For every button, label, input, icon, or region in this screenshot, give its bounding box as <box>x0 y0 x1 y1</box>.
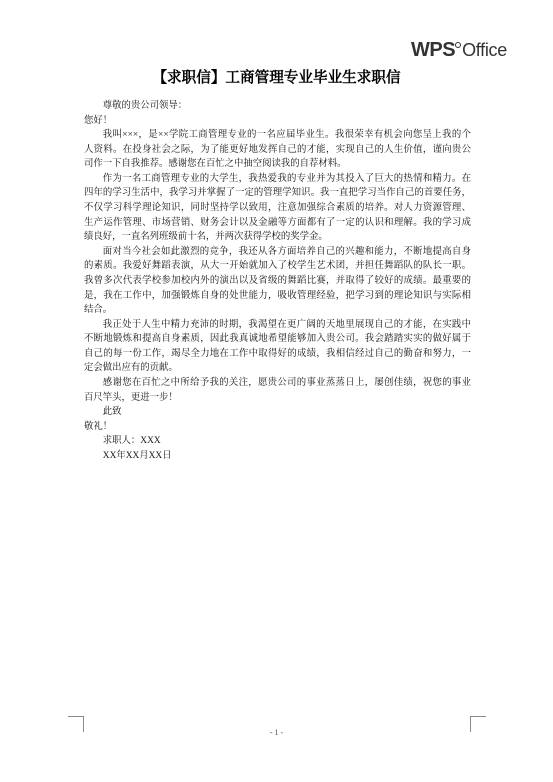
body-paragraph-3 <box>84 245 471 318</box>
logo-brand-text: WPS <box>411 39 456 61</box>
paragraph-line: 绩良好，一直名列班级前十名，并两次获得学校的奖学金。 <box>84 232 328 243</box>
paragraph-line: 感谢您在百忙之中所给予我的关注，愿贵公司的事业蒸蒸日上，屡创佳绩，祝您的事业 <box>102 377 471 388</box>
document-title: 【求职信】工商管理专业毕业生求职信 <box>152 70 401 86</box>
paragraph-line: 自己的每一份工作，竭尽全力地在工作中取得好的成绩，我相信经过自己的勤奋和努力，一 <box>84 348 471 359</box>
paragraph-line: 百尺竿头，更进一步！ <box>84 392 178 403</box>
paragraph-line: 面对当今社会如此激烈的竞争，我还从各方面培养自己的兴趣和能力，不断地提高自身 <box>102 246 471 257</box>
salutation: 尊敬的贵公司领导： <box>102 101 188 111</box>
logo-product-text: Office <box>462 40 507 60</box>
paragraph-line: 我曾多次代表学校参加校内外的演出以及省级的舞蹈比赛，并取得了较好的成绩。最重要的 <box>84 275 471 286</box>
paragraph-line: 四年的学习生活中，我学习并掌握了一定的管理学知识。我一直把学习当作自己的首要任务， <box>84 188 471 199</box>
signature: 求职人：XXX <box>102 436 161 447</box>
body-paragraph-2 <box>84 172 471 245</box>
paragraph-line: 是，我在工作中，加强锻炼自身的处世能力，吸收管理经验，把学习到的理论知识与实际相 <box>84 290 471 301</box>
paragraph-line: 定会做出应有的贡献。 <box>84 363 178 374</box>
closing-line-2: 敬礼！ <box>84 421 113 432</box>
page-number: - 1 - <box>269 728 284 737</box>
greeting: 您好！ <box>84 115 113 126</box>
paragraph-line: 我正处于人生中精力充沛的时期，我渴望在更广阔的天地里展现自己的才能，在实践中 <box>102 319 471 330</box>
closing-line-1: 此致 <box>102 407 122 418</box>
paragraph-line: 不仅学习科学理论知识，同时坚持学以致用，注意加强综合素质的培养。对人力资源管理、 <box>84 203 471 214</box>
paragraph-line: 司作一下自我推荐。感谢您在百忙之中抽空阅读我的自荐材料。 <box>84 159 347 170</box>
body-paragraph-5 <box>84 376 471 405</box>
paragraph-line: 生产运作管理、市场营销、财务会计以及金融等方面都有了一定的认识和理解。我的学习成 <box>84 217 471 228</box>
letter-date: XX年XX月XX日 <box>102 450 172 461</box>
paragraph-line: 作为一名工商管理专业的大学生，我热爱我的专业并为其投入了巨大的热情和精力。在 <box>102 173 471 184</box>
logo-emblem-icon <box>455 42 461 48</box>
wps-office-logo <box>411 37 507 65</box>
paragraph-line: 不断地锻炼和提高自身素质，因此我真诚地希望能够加入贵公司。我会踏踏实实的做好属于 <box>84 334 471 345</box>
body-paragraph-4 <box>84 318 471 376</box>
body-paragraph-1 <box>84 128 471 172</box>
paragraph-line: 结合。 <box>84 305 113 316</box>
letter-body <box>84 99 471 463</box>
paragraph-line: 人资料。在投身社会之际，为了能更好地发挥自己的才能，实现自己的人生价值，谨向贵公 <box>84 144 471 155</box>
paragraph-line: 我叫×××，是××学院工商管理专业的一名应届毕业生。我很荣幸有机会向您呈上我的个 <box>102 130 471 141</box>
paragraph-line: 的素质。我爱好舞蹈表演，从大一开始就加入了校学生艺术团，并担任舞蹈队的队长一职。 <box>84 261 471 272</box>
